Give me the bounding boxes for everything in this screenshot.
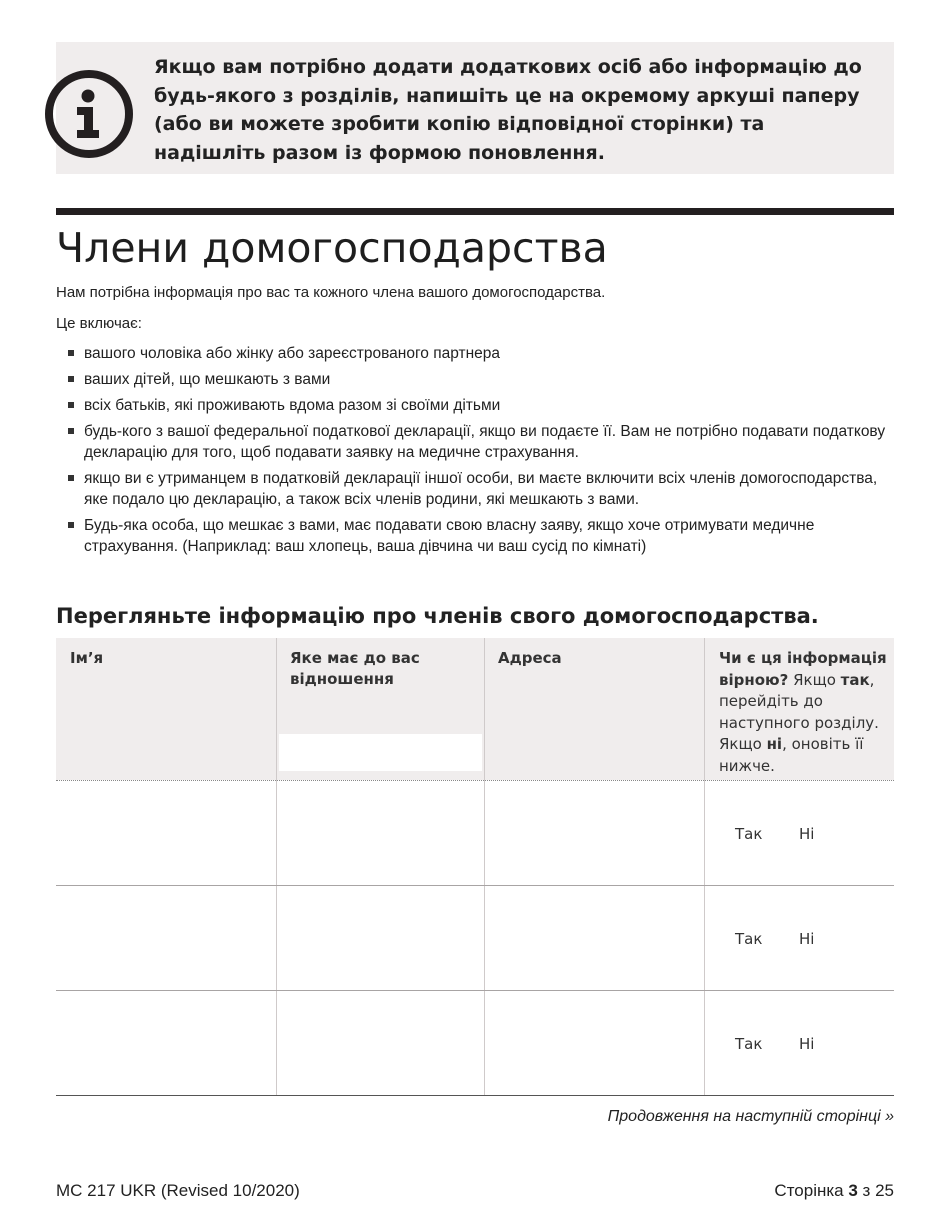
row-1-no-option[interactable]: Ні [799,825,815,843]
row-2-yes-option[interactable]: Так [735,930,763,948]
relation-header-field [279,734,482,771]
info-icon [43,68,135,160]
list-item: Будь-яка особа, що мешкає з вами, має подавати свою власну заяву, якщо хоче отримувати медичне страхування. (Наприклад: ваш хлопець, ваша дівчина чи ваш сусід по кімнаті) [68,515,888,557]
includes-list [68,343,888,562]
row-1-yes-option[interactable]: Так [735,825,763,843]
row-divider [56,885,894,886]
form-id: MC 217 UKR (Revised 10/2020) [56,1181,300,1200]
household-table [56,638,894,1096]
page-number: Сторінка 3 з 25 [774,1181,894,1200]
table-bottom-border [56,1095,894,1096]
row-divider [56,990,894,991]
bullet-square-icon [68,402,74,408]
bullet-square-icon [68,475,74,481]
bullet-square-icon [68,522,74,528]
bullet-square-icon [68,428,74,434]
column-divider [484,638,485,1096]
header-divider [56,780,894,781]
column-divider [276,638,277,1096]
notice-text: Якщо вам потрібно додати додаткових осіб або інформацію до будь-якого з розділів, напишіть це на окремому аркуші паперу (або ви можете зробити копію відповідної сторінки) та надішліть разом із формою поновлення. [154,56,862,164]
bullet-square-icon [68,350,74,356]
column-divider [704,638,705,1096]
bullet-square-icon [68,376,74,382]
includes-label: Це включає: [56,315,142,332]
page-title: Члени домогосподарства [56,224,608,272]
section-heading: Перегляньте інформацію про членів свого домогосподарства. [56,604,819,628]
row-2-no-option[interactable]: Ні [799,930,815,948]
column-header-address: Адреса [498,649,562,667]
continued-note: Продовження на наступній сторінці » [607,1108,894,1125]
row-3-yes-option[interactable]: Так [735,1035,763,1053]
list-item: будь-кого з вашої федеральної податкової декларації, якщо ви подаєте її. Вам не потрібно подавати податкову декларацію для того, щоб подавати заявку на медичне страхування. [68,421,888,463]
section-rule [56,208,894,215]
row-3-no-option[interactable]: Ні [799,1035,815,1053]
list-item: якщо ви є утриманцем в податковій декларації іншої особи, ви маєте включити всіх членів домогосподарства, яке подало цю декларацію, а також всіх членів родини, які мешкають з вами. [68,468,888,510]
list-item: всіх батьків, які проживають вдома разом зі своїми дітьми [68,395,888,416]
intro-text: Нам потрібна інформація про вас та кожного члена вашого домогосподарства. [56,284,606,301]
column-header-name: Ім’я [70,649,104,667]
list-item: ваших дітей, що мешкають з вами [68,369,888,390]
list-item: вашого чоловіка або жінку або зареєстрованого партнера [68,343,888,364]
column-header-verify: Чи є ця інформація вірною? Якщо так, перейдіть до наступного розділу. Якщо ні, оновіть її нижче. [719,649,887,775]
column-header-relation: Яке має до вас відношення [290,649,420,688]
